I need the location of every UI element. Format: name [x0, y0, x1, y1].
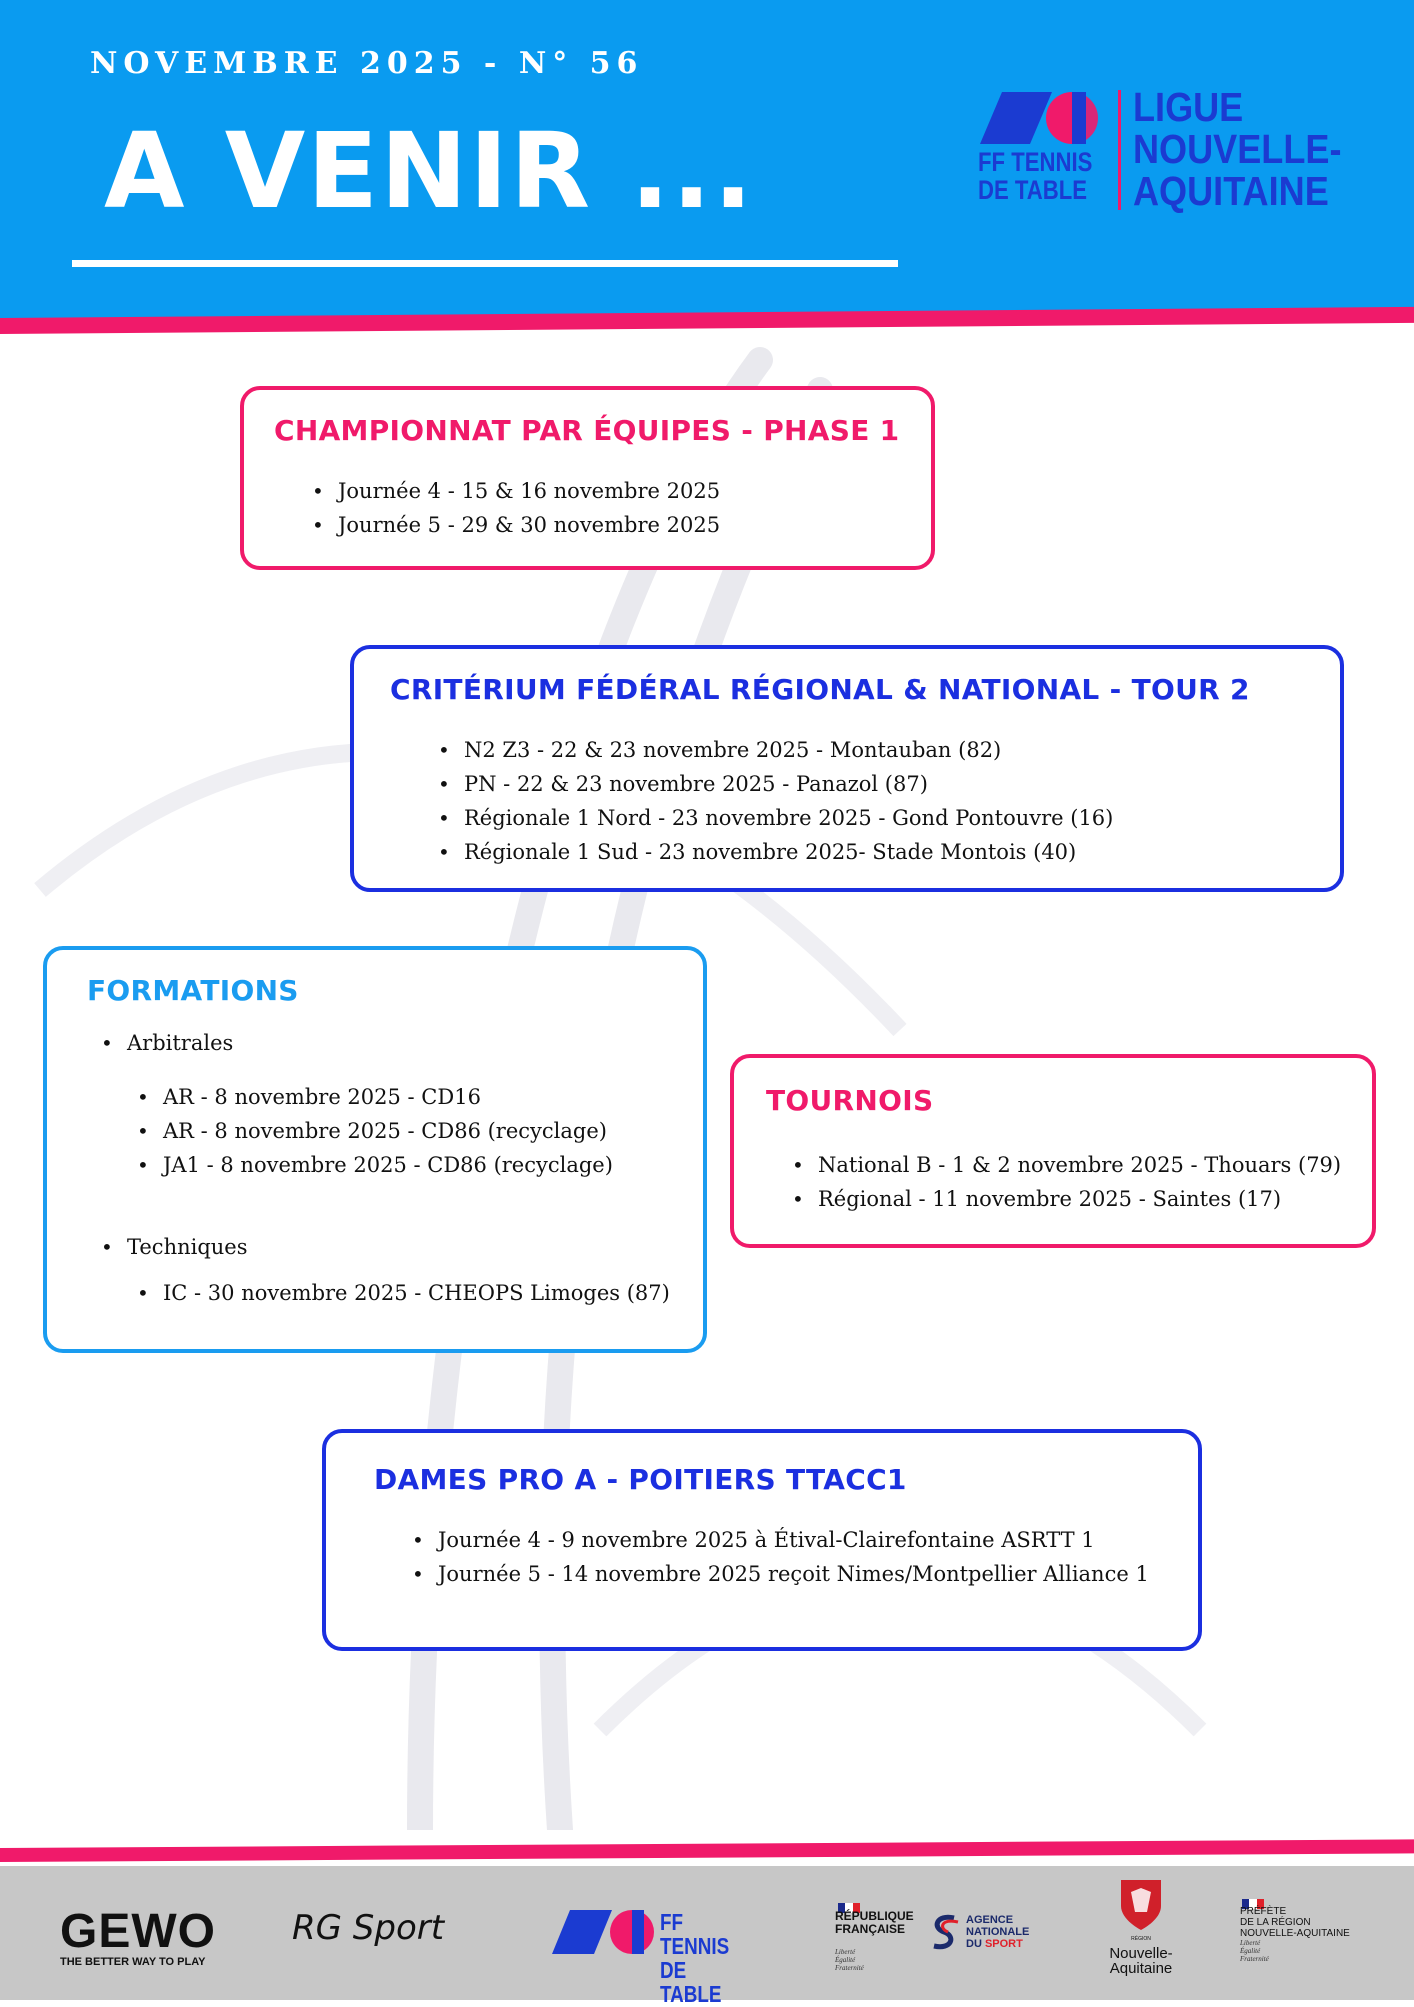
republique-francaise-logo: [835, 1910, 914, 1936]
logo-divider: [1118, 90, 1121, 210]
issue-label: NOVEMBRE 2025 - N° 56: [90, 46, 644, 81]
ans-sport: SPORT: [984, 1938, 1023, 1950]
list-item: • JA1 - 8 novembre 2025 - CD86 (recyclage): [137, 1148, 613, 1182]
fftt-footer-text: [660, 1910, 735, 2006]
list-item: • Régionale 1 Nord - 23 novembre 2025 - Gond Pontouvre (16): [438, 801, 1113, 835]
formations-group-label: • Techniques: [101, 1230, 248, 1264]
list-item: • Journée 4 - 15 & 16 novembre 2025: [312, 474, 720, 508]
prefete-region-logo: [1240, 1906, 1350, 1963]
footer-stripe: [0, 1839, 1414, 1862]
dames-card: [322, 1429, 1202, 1651]
ans-text: [966, 1914, 1029, 1950]
motto-line: Liberté: [1240, 1939, 1261, 1947]
championnat-list: [312, 474, 720, 542]
dames-title: DAMES PRO A - POITIERS TTACC1: [374, 1463, 907, 1496]
prefete-line: PRÉFÈTE: [1240, 1906, 1287, 1917]
region-crest-icon: [1117, 1876, 1165, 1932]
list-item: • Journée 5 - 29 & 30 novembre 2025: [312, 508, 720, 542]
logo-ligue-text: [1133, 86, 1341, 212]
prefete-motto: [1240, 1939, 1350, 1963]
formations-techniques-list: [137, 1276, 670, 1310]
ans-du: DU: [966, 1938, 982, 1950]
ans-s-icon: [928, 1912, 962, 1952]
list-item: • Journée 5 - 14 novembre 2025 reçoit Nimes/Montpellier Alliance 1: [412, 1557, 1149, 1591]
logo-fftt-line: FF TENNIS: [978, 147, 1093, 177]
fftt-footer-line: DE TABLE: [660, 1957, 722, 2007]
region-small-label: RÉGION: [1131, 1936, 1151, 1942]
tournois-title: TOURNOIS: [766, 1084, 934, 1117]
republique-motto: [835, 1948, 864, 1972]
page-title: A VENIR ...: [104, 110, 755, 232]
tournois-card: [730, 1054, 1376, 1248]
republique-line: FRANÇAISE: [835, 1922, 906, 1936]
prefete-line: NOUVELLE-AQUITAINE: [1240, 1928, 1350, 1939]
title-underline: [72, 260, 898, 267]
championnat-title: CHAMPIONNAT PAR ÉQUIPES - PHASE 1: [274, 414, 900, 447]
logo-ligue-line: AQUITAINE: [1133, 168, 1329, 214]
formations-group-label: • Arbitrales: [101, 1026, 233, 1060]
fftt-mark-icon: [980, 88, 1120, 150]
fftt-footer-logo: [552, 1904, 752, 2007]
region-name: [1100, 1946, 1182, 1976]
region-nouvelle-aquitaine-logo: [1100, 1876, 1182, 1976]
motto-line: Fraternité: [1240, 1955, 1269, 1963]
logo-fftt-text: [978, 148, 1092, 204]
dames-list: [412, 1523, 1149, 1591]
ligue-logo: [978, 86, 1378, 216]
motto-line: Égalité: [1240, 1947, 1261, 1955]
list-item: • AR - 8 novembre 2025 - CD16: [137, 1080, 613, 1114]
gewo-tagline: THE BETTER WAY TO PLAY: [60, 1956, 206, 1968]
ans-line: AGENCE: [966, 1914, 1014, 1926]
region-line: Aquitaine: [1109, 1960, 1173, 1977]
championnat-card: [240, 386, 935, 570]
criterium-title: CRITÉRIUM FÉDÉRAL RÉGIONAL & NATIONAL - TOUR 2: [390, 673, 1250, 706]
list-item: • Régional - 11 novembre 2025 - Saintes (17): [792, 1182, 1341, 1216]
logo-ligue-line: LIGUE: [1133, 84, 1244, 130]
motto-line: Fraternité: [835, 1964, 864, 1972]
list-item: • IC - 30 novembre 2025 - CHEOPS Limoges (87): [137, 1276, 670, 1310]
ans-line: NATIONALE: [966, 1926, 1030, 1938]
list-item: • PN - 22 & 23 novembre 2025 - Panazol (87): [438, 767, 1113, 801]
ans-line: [966, 1938, 1029, 1950]
criterium-card: [350, 645, 1344, 892]
prefete-line: DE LA RÉGION: [1240, 1917, 1311, 1928]
gewo-logo: GEWO: [60, 1905, 216, 1958]
list-item: • Journée 4 - 9 novembre 2025 à Étival-Clairefontaine ASRTT 1: [412, 1523, 1149, 1557]
fftt-footer-line: FF TENNIS: [660, 1909, 730, 1959]
logo-fftt-line: DE TABLE: [978, 175, 1088, 205]
list-item: • N2 Z3 - 22 & 23 novembre 2025 - Montauban (82): [438, 733, 1113, 767]
fftt-mark-icon: [552, 1908, 656, 1956]
region-line: Nouvelle-: [1109, 1945, 1173, 1962]
agence-nationale-sport-logo: [928, 1910, 1048, 1960]
motto-line: Liberté: [835, 1948, 856, 1956]
formations-card: [43, 946, 707, 1353]
list-item: • Régionale 1 Sud - 23 novembre 2025- Stade Montois (40): [438, 835, 1113, 869]
footer-sponsors: [0, 1866, 1414, 2007]
list-item: • National B - 1 & 2 novembre 2025 - Thouars (79): [792, 1148, 1341, 1182]
list-item: • AR - 8 novembre 2025 - CD86 (recyclage): [137, 1114, 613, 1148]
formations-arbitrales-list: [137, 1080, 613, 1182]
tournois-list: [792, 1148, 1341, 1216]
motto-line: Égalité: [835, 1956, 856, 1964]
republique-line: RÉPUBLIQUE: [835, 1909, 914, 1923]
formations-title: FORMATIONS: [87, 974, 299, 1007]
criterium-list: [438, 733, 1113, 869]
rgsport-logo: RG Sport: [292, 1908, 445, 1948]
logo-ligue-line: NOUVELLE-: [1133, 126, 1342, 172]
